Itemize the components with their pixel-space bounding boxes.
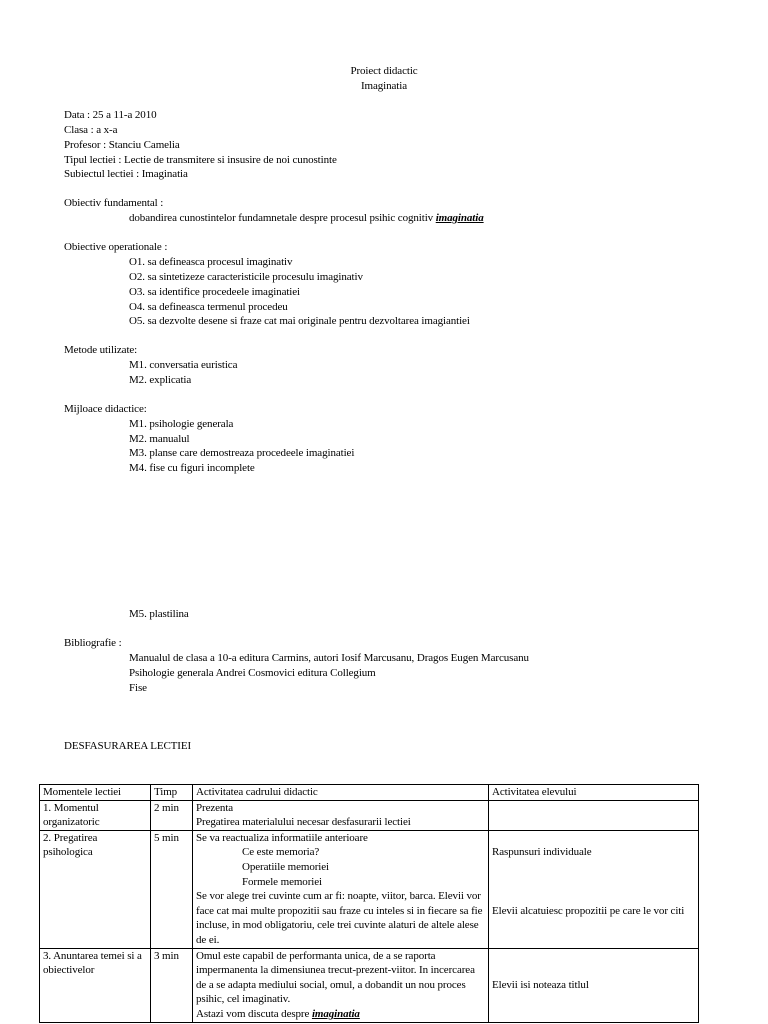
means-item: M2. manualul xyxy=(129,433,190,445)
teacher-text: Omul este capabil de performanta unica, de a se raporta impermanenta la dimensiunea trecut-prezent-viitor. In incercarea de a se adapta mediului social, omul, a dobandit un nou proces psihic, cel imaginativ. xyxy=(196,949,475,1006)
fundamental-emphasis: imaginatia xyxy=(435,212,484,224)
bibliography-item: Psihologie generala Andrei Cosmovici editura Collegium xyxy=(129,667,376,679)
table-cell-teacher xyxy=(193,948,489,1022)
teacher-last-line xyxy=(196,1007,485,1022)
teacher-question: Formele memoriei xyxy=(242,875,322,888)
table-cell-time: 5 min xyxy=(151,830,193,948)
table-header-row xyxy=(40,785,699,801)
table-cell-teacher xyxy=(193,830,489,948)
operational-item: O1. sa defineasca procesul imaginativ xyxy=(129,256,293,268)
info-lesson-subject: Subiectul lectiei : Imaginatia xyxy=(64,168,188,180)
table-cell-teacher xyxy=(193,800,489,830)
lesson-table xyxy=(39,784,699,1023)
bibliography-item: Manualul de clasa a 10-a editura Carmins, autori Iosif Marcusanu, Dragos Eugen Marcusanu xyxy=(129,652,529,664)
table-cell-student xyxy=(489,800,699,830)
operational-item: O4. sa defineasca termenul procedeu xyxy=(129,301,288,313)
info-date: Data : 25 a 11-a 2010 xyxy=(64,109,157,121)
teacher-emphasis: imaginatia xyxy=(311,1007,360,1020)
table-cell-time: 2 min xyxy=(151,800,193,830)
means-item: M3. planse care demostreaza procedeele imaginatiei xyxy=(129,447,355,459)
methods-item: M1. conversatia euristica xyxy=(129,359,238,371)
document-subtitle: Imaginatia xyxy=(360,80,408,92)
student-answer: Raspunsuri individuale xyxy=(492,846,592,859)
table-header-cell: Activitatea elevului xyxy=(489,785,699,801)
section-title: DESFASURAREA LECTIEI xyxy=(64,740,192,752)
teacher-last-text: Astazi vom discuta despre xyxy=(196,1007,310,1020)
bibliography-heading: Bibliografie : xyxy=(64,637,122,649)
table-row xyxy=(40,830,699,948)
student-answer: Elevii isi noteaza titlul xyxy=(492,978,589,991)
table-cell-student xyxy=(489,830,699,948)
table-cell-moment: 2. Pregatirea psihologica xyxy=(40,830,151,948)
fundamental-text: dobandirea cunostintelor fundamnetale despre procesul psihic cognitiv xyxy=(129,212,434,224)
bibliography-item: Fise xyxy=(129,682,147,694)
operational-item: O3. sa identifice procedeele imaginatiei xyxy=(129,286,301,298)
teacher-line: Pregatirea materialului necesar desfasurarii lectiei xyxy=(196,816,411,829)
fundamental-objective xyxy=(129,211,484,226)
means-item-late: M5. plastilina xyxy=(129,608,189,620)
operational-heading: Obiective operationale : xyxy=(64,241,168,253)
info-teacher: Profesor : Stanciu Camelia xyxy=(64,139,180,151)
table-header-cell: Timp xyxy=(151,785,193,801)
means-item: M1. psihologie generala xyxy=(129,418,234,430)
teacher-question: Ce este memoria? xyxy=(242,846,320,859)
teacher-line: Prezenta xyxy=(196,801,234,814)
table-row xyxy=(40,948,699,1022)
teacher-intro: Se va reactualiza informatiile anterioare xyxy=(196,831,368,844)
means-item: M4. fise cu figuri incomplete xyxy=(129,462,255,474)
table-header-cell: Activitatea cadrului didactic xyxy=(193,785,489,801)
table-header-cell: Momentele lectiei xyxy=(40,785,151,801)
operational-item: O2. sa sintetizeze caracteristicile procesulu imaginativ xyxy=(129,271,363,283)
student-answer: Elevii alcatuiesc propozitii pe care le vor citi xyxy=(492,904,685,917)
table-cell-time: 3 min xyxy=(151,948,193,1022)
methods-item: M2. explicatia xyxy=(129,374,192,386)
document-title: Proiect didactic xyxy=(350,65,418,77)
methods-heading: Metode utilizate: xyxy=(64,344,138,356)
operational-item: O5. sa dezvolte desene si fraze cat mai originale pentru dezvoltarea imagiantiei xyxy=(129,315,470,327)
means-heading: Mijloace didactice: xyxy=(64,403,147,415)
fundamental-heading: Obiectiv fundamental : xyxy=(64,197,164,209)
table-cell-student xyxy=(489,948,699,1022)
table-cell-moment: 1. Momentul organizatoric xyxy=(40,800,151,830)
teacher-question: Operatiile memoriei xyxy=(242,860,329,873)
table-cell-moment: 3. Anuntarea temei si a obiectivelor xyxy=(40,948,151,1022)
info-lesson-type: Tipul lectiei : Lectie de transmitere si insusire de noi cunostinte xyxy=(64,154,337,166)
table-row xyxy=(40,800,699,830)
info-class: Clasa : a x-a xyxy=(64,124,118,136)
teacher-task: Se vor alege trei cuvinte cum ar fi: noapte, viitor, barca. Elevii vor face cat mai multe propozitii sau fraze cu inteles si in fiecare sa fie incluse, in mod obligatoriu, cele trei cuvinte alaturi de altele alese de ei. xyxy=(196,890,483,946)
